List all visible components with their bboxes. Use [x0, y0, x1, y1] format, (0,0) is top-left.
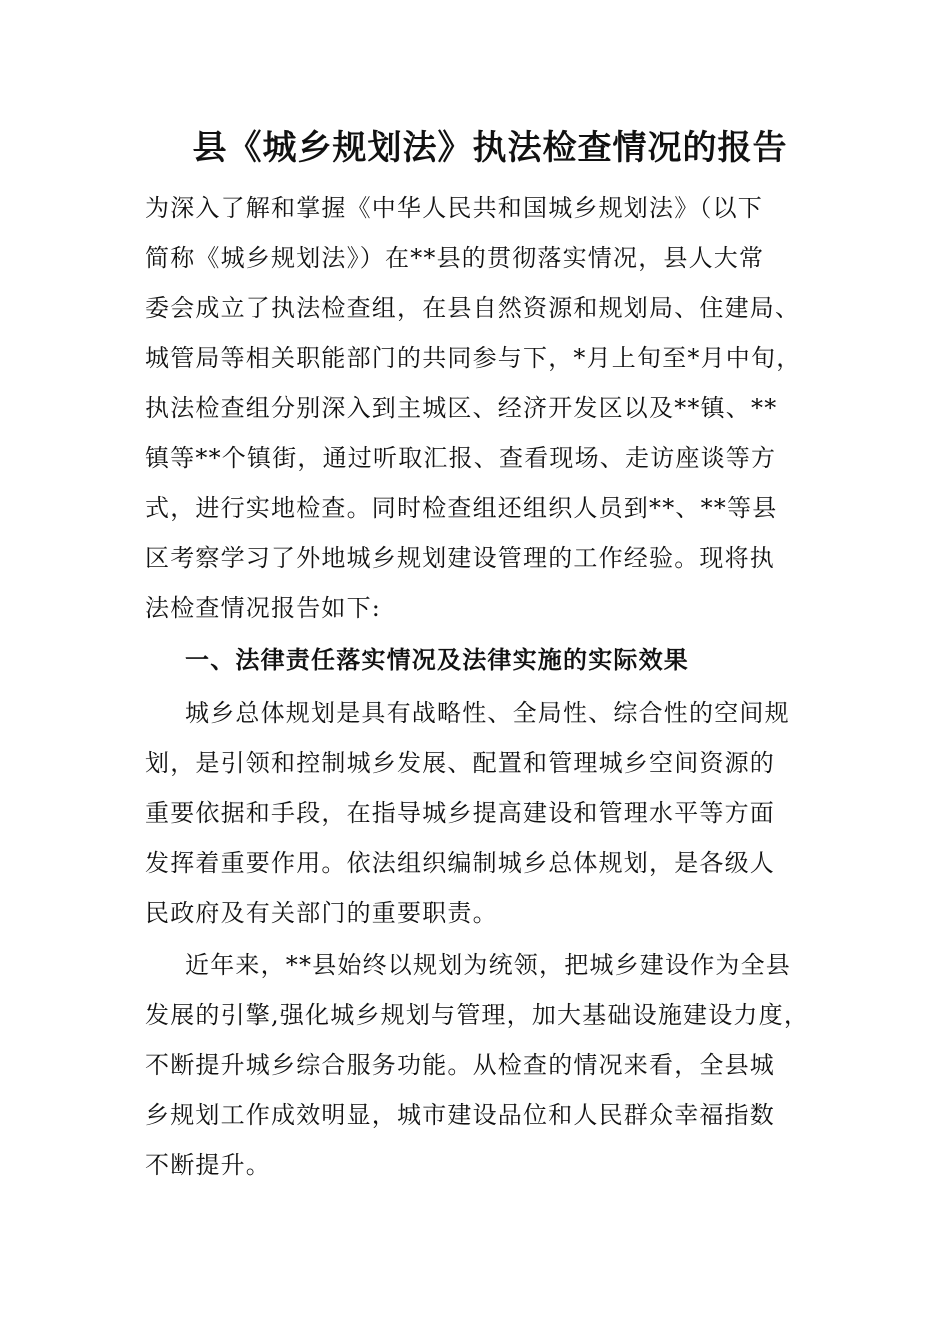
- paragraph-line: 划，是引领和控制城乡发展、配置和管理城乡空间资源的: [145, 749, 775, 777]
- paragraph-line: 发展的引擎,强化城乡规划与管理，加大基础设施建设力度，: [145, 1001, 810, 1029]
- paragraph-line: 不断提升城乡综合服务功能。从检查的情况来看，全县城: [145, 1051, 775, 1079]
- intro-line: 执法检查组分别深入到主城区、经济开发区以及**镇、**: [145, 394, 778, 422]
- intro-line: 法检查情况报告如下:: [145, 594, 382, 622]
- intro-line: 简称《城乡规划法》）在**县的贯彻落实情况，县人大常: [145, 244, 765, 272]
- intro-line: 为深入了解和掌握《中华人民共和国城乡规划法》（以下: [145, 194, 763, 222]
- paragraph-line: 发挥着重要作用。依法组织编制城乡总体规划，是各级人: [145, 849, 775, 877]
- paragraph-line: 近年来，**县始终以规划为统领，把城乡建设作为全县: [185, 951, 791, 979]
- intro-line: 式，进行实地检查。同时检查组还组织人员到**、**等县: [145, 494, 778, 522]
- paragraph-line: 不断提升。: [145, 1151, 271, 1179]
- paragraph-line: 城乡总体规划是具有战略性、全局性、综合性的空间规: [185, 699, 790, 727]
- intro-line: 城管局等相关职能部门的共同参与下，*月上旬至*月中旬，: [145, 344, 802, 372]
- intro-line: 镇等**个镇街，通过听取汇报、查看现场、走访座谈等方: [145, 444, 777, 472]
- document-title: 县《城乡规划法》执法检查情况的报告: [192, 128, 788, 168]
- paragraph-line: 乡规划工作成效明显，城市建设品位和人民群众幸福指数: [145, 1101, 775, 1129]
- section-heading: 一、法律责任落实情况及法律实施的实际效果: [185, 645, 689, 674]
- paragraph-line: 民政府及有关部门的重要职责。: [145, 899, 498, 927]
- paragraph-line: 重要依据和手段，在指导城乡提高建设和管理水平等方面: [145, 799, 775, 827]
- intro-line: 区考察学习了外地城乡规划建设管理的工作经验。现将执: [145, 544, 775, 572]
- intro-line: 委会成立了执法检查组，在县自然资源和规划局、住建局、: [145, 294, 801, 322]
